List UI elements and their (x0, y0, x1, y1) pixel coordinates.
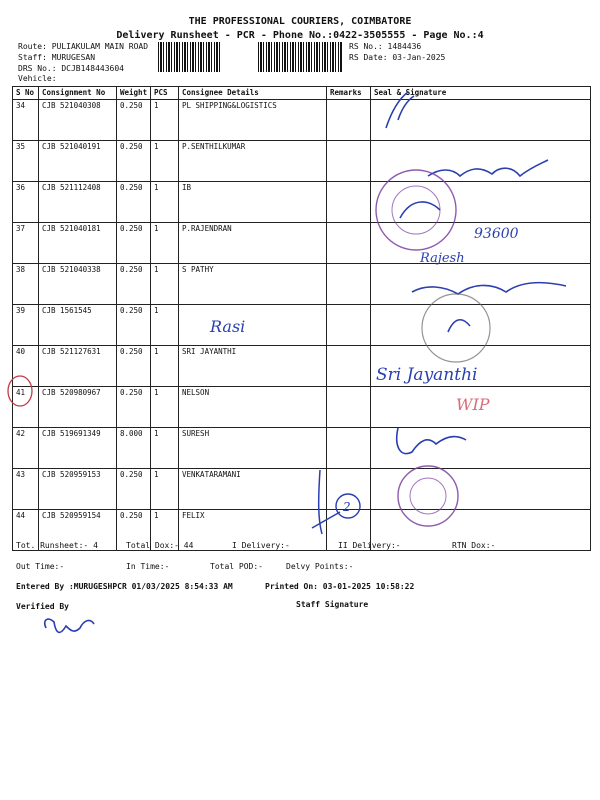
staff-signature-label: Staff Signature (296, 600, 369, 609)
cell-consignment: CJB 1561545 (39, 305, 117, 346)
verified-signature (45, 619, 94, 632)
cell-consignment: CJB 521112408 (39, 182, 117, 223)
cell-consignment: CJB 520980967 (39, 387, 117, 428)
cell-signature (371, 182, 591, 223)
cell-remarks (327, 428, 371, 469)
col-consignee: Consignee Details (179, 87, 327, 100)
printed-on: Printed On: 03-01-2025 10:58:22 (265, 582, 415, 591)
cell-sno: 39 (13, 305, 39, 346)
col-remarks: Remarks (327, 87, 371, 100)
cell-consignment: CJB 521040181 (39, 223, 117, 264)
cell-weight: 0.250 (117, 387, 151, 428)
cell-consignment: CJB 521040338 (39, 264, 117, 305)
table-row (13, 100, 591, 141)
handwritten-row38: Rajesh (420, 251, 465, 266)
out-time: Out Time:- (16, 562, 65, 571)
company-title: THE PROFESSIONAL COURIERS, COIMBATORE (188, 16, 412, 27)
cell-sno: 43 (13, 469, 39, 510)
col-consignment: Consignment No (39, 87, 117, 100)
cell-consignment: CJB 520959154 (39, 510, 117, 551)
cell-consignment: CJB 521127631 (39, 346, 117, 387)
col-seal-signature: Seal & Signature (371, 87, 591, 100)
cell-consignee: S PATHY (179, 264, 327, 305)
staff-text: Staff: MURUGESAN (18, 53, 96, 62)
cell-sno: 44 (13, 510, 39, 551)
cell-sno: 38 (13, 264, 39, 305)
ii-delivery: II Delivery:- (338, 541, 401, 550)
cell-remarks (327, 469, 371, 510)
cell-consignee: PL SHIPPING&LOGISTICS (179, 100, 327, 141)
handwritten-row44: 2 (343, 500, 351, 514)
cell-consignee: NELSON (179, 387, 327, 428)
cell-remarks (327, 141, 371, 182)
delvy-points: Delvy Points:- (286, 562, 354, 571)
cell-signature (371, 141, 591, 182)
cell-pcs: 1 (151, 305, 179, 346)
cell-weight: 0.250 (117, 264, 151, 305)
cell-weight: 0.250 (117, 346, 151, 387)
table-row (13, 182, 591, 223)
cell-consignee (179, 305, 327, 346)
cell-pcs: 1 (151, 428, 179, 469)
col-weight: Weight (117, 87, 151, 100)
handwritten-row40: Sri Jayanthi (376, 365, 478, 385)
table-row (13, 510, 591, 551)
barcode-left (158, 42, 222, 72)
cell-signature (371, 264, 591, 305)
cell-pcs: 1 (151, 469, 179, 510)
cell-remarks (327, 387, 371, 428)
in-time: In Time:- (126, 562, 170, 571)
cell-weight: 0.250 (117, 510, 151, 551)
runsheet-subtitle: Delivery Runsheet - PCR - Phone No.:0422-3505555 - Page No.:4 (116, 30, 484, 41)
cell-pcs: 1 (151, 346, 179, 387)
drs-number: DRS No.: DCJB148443604 (18, 64, 124, 73)
table-row (13, 223, 591, 264)
cell-weight: 0.250 (117, 182, 151, 223)
table-row (13, 141, 591, 182)
cell-consignee: VENKATARAMANI (179, 469, 327, 510)
table-row (13, 387, 591, 428)
cell-weight: 0.250 (117, 100, 151, 141)
route-text: Route: PULIAKULAM MAIN ROAD (18, 42, 149, 51)
cell-consignee: FELIX (179, 510, 327, 551)
cell-consignment: CJB 519691349 (39, 428, 117, 469)
rtn-dox: RTN Dox:- (452, 541, 496, 550)
cell-consignment: CJB 521040308 (39, 100, 117, 141)
cell-remarks (327, 346, 371, 387)
col-sno: S No (13, 87, 39, 100)
verified-by-label: Verified By (16, 602, 69, 611)
cell-weight: 0.250 (117, 469, 151, 510)
cell-weight: 0.250 (117, 141, 151, 182)
cell-signature (371, 346, 591, 387)
cell-remarks (327, 182, 371, 223)
cell-signature (371, 469, 591, 510)
cell-pcs: 1 (151, 264, 179, 305)
table-row (13, 264, 591, 305)
cell-sno: 40 (13, 346, 39, 387)
table-row (13, 428, 591, 469)
cell-signature (371, 305, 591, 346)
barcode-right (258, 42, 342, 72)
runsheet-table (12, 86, 591, 551)
table-header-row (13, 87, 591, 100)
cell-sno: 42 (13, 428, 39, 469)
cell-weight: 0.250 (117, 305, 151, 346)
cell-sno: 34 (13, 100, 39, 141)
cell-pcs: 1 (151, 182, 179, 223)
cell-remarks (327, 305, 371, 346)
rs-number: RS No.: 1484436 (349, 42, 422, 51)
cell-sno: 37 (13, 223, 39, 264)
cell-signature (371, 428, 591, 469)
table-row (13, 469, 591, 510)
cell-weight: 0.250 (117, 223, 151, 264)
total-dox: Total Dox:- 44 (126, 541, 194, 550)
table-row (13, 346, 591, 387)
col-pcs: PCS (151, 87, 179, 100)
cell-sno: 41 (13, 387, 39, 428)
table-row (13, 305, 591, 346)
cell-pcs: 1 (151, 387, 179, 428)
handwritten-row37: 93600 (474, 226, 519, 242)
cell-signature (371, 387, 591, 428)
total-pod: Total POD:- (210, 562, 263, 571)
cell-consignee: SRI JAYANTHI (179, 346, 327, 387)
handwritten-row39: Rasi (210, 317, 246, 336)
cell-sno: 36 (13, 182, 39, 223)
cell-consignee: SURESH (179, 428, 327, 469)
cell-pcs: 1 (151, 510, 179, 551)
cell-consignee: IB (179, 182, 327, 223)
cell-sno: 35 (13, 141, 39, 182)
cell-signature (371, 100, 591, 141)
cell-remarks (327, 223, 371, 264)
vehicle-text: Vehicle: (18, 74, 57, 83)
cell-weight: 8.000 (117, 428, 151, 469)
cell-pcs: 1 (151, 141, 179, 182)
cell-signature (371, 223, 591, 264)
tot-runsheet: Tot. Runsheet:- 4 (16, 541, 98, 550)
i-delivery: I Delivery:- (232, 541, 290, 550)
cell-consignee: P.RAJENDRAN (179, 223, 327, 264)
cell-pcs: 1 (151, 100, 179, 141)
cell-consignment: CJB 520959153 (39, 469, 117, 510)
entered-by: Entered By :MURUGESHPCR 01/03/2025 8:54:33 AM (16, 582, 233, 591)
rs-date: RS Date: 03-Jan-2025 (349, 53, 446, 62)
cell-remarks (327, 100, 371, 141)
handwritten-row42-wip: WIP (456, 395, 490, 414)
cell-remarks (327, 264, 371, 305)
cell-consignee: P.SENTHILKUMAR (179, 141, 327, 182)
cell-pcs: 1 (151, 223, 179, 264)
cell-consignment: CJB 521040191 (39, 141, 117, 182)
